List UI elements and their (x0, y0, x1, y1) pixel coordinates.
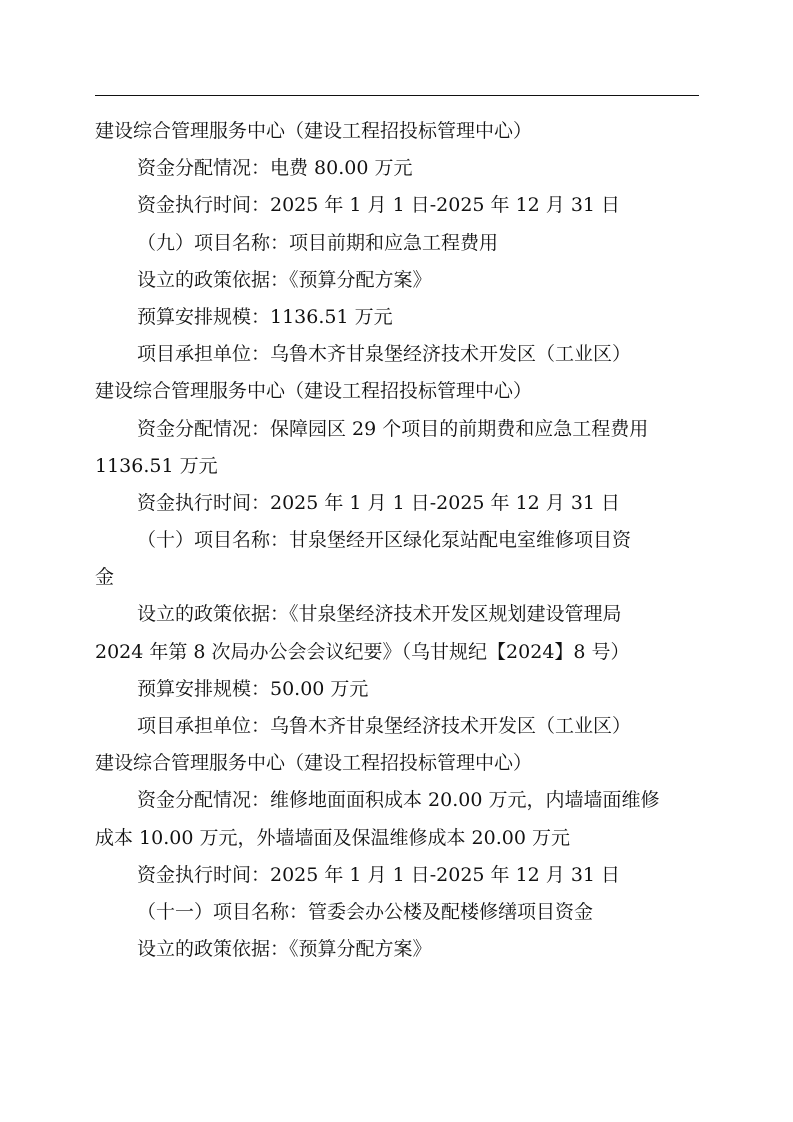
text-line: 建设综合管理服务中心（建设工程招投标管理中心） (95, 120, 533, 142)
text-line: 资金分配情况：维修地面面积成本 20.00 万元，内墙墙面维修 (137, 789, 660, 812)
text-line: 设立的政策依据：《预算分配方案》 (137, 938, 432, 961)
text-line: （十一）项目名称：管委会办公楼及配楼修缮项目资金 (137, 900, 594, 923)
text-line: 成本 10.00 万元，外墙墙面及保温维修成本 20.00 万元 (95, 826, 570, 849)
document-body (95, 113, 699, 968)
header-rule (95, 95, 699, 96)
text-line: （九）项目名称：项目前期和应急工程费用 (137, 231, 499, 254)
text-line: （十）项目名称：甘泉堡经开区绿化泵站配电室维修项目资 (137, 529, 632, 552)
text-line: 项目承担单位：乌鲁木齐甘泉堡经济技术开发区（工业区） (137, 343, 632, 366)
text-line: 资金分配情况：保障园区 29 个项目的前期费和应急工程费用 (137, 417, 649, 440)
text-line: 预算安排规模：1136.51 万元 (137, 305, 393, 328)
text-line: 项目承担单位：乌鲁木齐甘泉堡经济技术开发区（工业区） (137, 715, 632, 737)
text-line: 资金执行时间：2025 年 1 月 1 日-2025 年 12 月 31 日 (137, 491, 621, 514)
text-line: 资金执行时间：2025 年 1 月 1 日-2025 年 12 月 31 日 (137, 863, 621, 886)
text-line: 2024 年第 8 次局办公会会议纪要》（乌甘规纪【2024】8 号） (95, 640, 630, 663)
text-line: 金 (95, 566, 115, 589)
text-line: 资金执行时间：2025 年 1 月 1 日-2025 年 12 月 31 日 (137, 194, 621, 217)
text-line: 资金分配情况：电费 80.00 万元 (137, 157, 413, 180)
text-line: 设立的政策依据：《预算分配方案》 (137, 268, 432, 291)
text-line: 1136.51 万元 (95, 454, 218, 477)
text-line: 预算安排规模：50.00 万元 (137, 677, 369, 700)
text-line: 建设综合管理服务中心（建设工程招投标管理中心） (95, 752, 533, 775)
text-line: 建设综合管理服务中心（建设工程招投标管理中心） (95, 380, 533, 403)
text-line: 设立的政策依据：《甘泉堡经济技术开发区规划建设管理局 (137, 603, 622, 626)
